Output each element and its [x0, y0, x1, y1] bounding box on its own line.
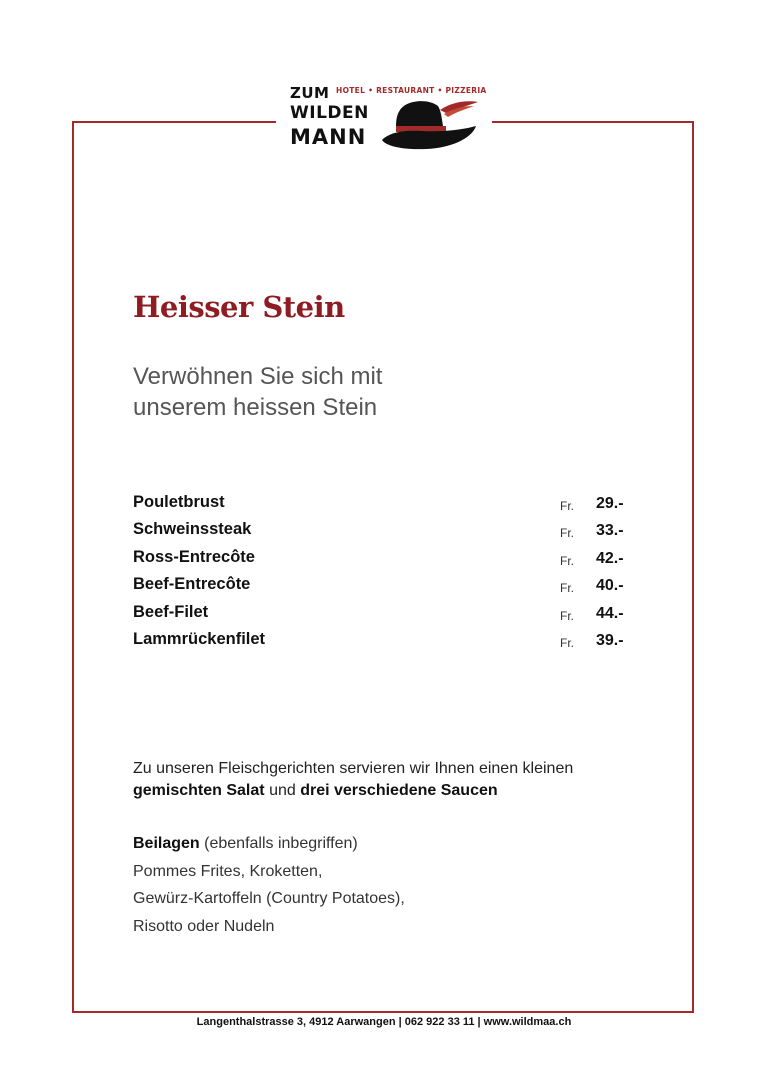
price: 39.- — [596, 631, 624, 649]
menu-item — [133, 548, 633, 575]
price: 40.- — [596, 577, 624, 595]
price: 42.- — [596, 549, 624, 567]
sides-heading: Beilagen — [133, 835, 200, 852]
note-line-1: Zu unseren Fleischgerichten servieren wir Ihnen einen kleinen — [133, 760, 574, 777]
note-bold-salad: gemischten Salat — [133, 782, 265, 799]
subtitle — [133, 361, 493, 423]
logo-text-zum: ZUM — [290, 84, 330, 102]
currency: Fr. — [560, 608, 574, 623]
menu-item — [133, 575, 633, 602]
serving-note — [133, 758, 653, 802]
page-title: Heisser Stein — [133, 290, 345, 324]
note-connector: und — [269, 782, 296, 799]
currency: Fr. — [560, 499, 574, 513]
price: 44.- — [596, 604, 624, 622]
dish-name: Beef-Filet — [133, 602, 209, 621]
hat-icon — [382, 96, 482, 154]
dish-name: Lammrückenfilet — [133, 629, 266, 648]
sides-line-1: Pommes Frites, Kroketten, — [133, 862, 323, 880]
side-dishes — [133, 830, 633, 940]
currency: Fr. — [560, 635, 574, 650]
menu-item — [133, 603, 633, 630]
currency: Fr. — [560, 526, 574, 541]
sides-heading-line — [133, 830, 633, 858]
price: 33.- — [596, 522, 624, 540]
menu-item — [133, 520, 633, 547]
menu-item — [133, 493, 633, 520]
subtitle-line-2: unserem heissen Stein — [133, 394, 378, 421]
sides-heading-note: (ebenfalls inbegriffen) — [204, 835, 358, 852]
currency: Fr. — [560, 581, 574, 596]
currency: Fr. — [560, 553, 574, 568]
menu-list — [133, 493, 633, 657]
logo-text-wilden: WILDEN — [290, 103, 369, 123]
dish-name: Schweinssteak — [133, 520, 252, 539]
dish-name: Ross-Entrecôte — [133, 547, 255, 566]
logo-text-mann: MANN — [290, 125, 367, 149]
note-line-2 — [133, 780, 653, 802]
subtitle-line-1: Verwöhnen Sie sich mit — [133, 363, 383, 390]
logo-tagline: HOTEL • RESTAURANT • PIZZERIA — [336, 86, 487, 95]
menu-item — [133, 630, 633, 657]
price: 29.- — [596, 495, 624, 512]
logo — [276, 78, 492, 158]
footer-address: Langenthalstrasse 3, 4912 Aarwangen | 062 922 33 11 | www.wildmaa.ch — [196, 1016, 572, 1028]
sides-line-2: Gewürz-Kartoffeln (Country Potatoes), — [133, 890, 405, 907]
note-bold-sauces: drei verschiedene Saucen — [300, 782, 498, 799]
dish-name: Pouletbrust — [133, 493, 225, 511]
sides-line-3: Risotto oder Nudeln — [133, 917, 275, 935]
dish-name: Beef-Entrecôte — [133, 575, 251, 594]
